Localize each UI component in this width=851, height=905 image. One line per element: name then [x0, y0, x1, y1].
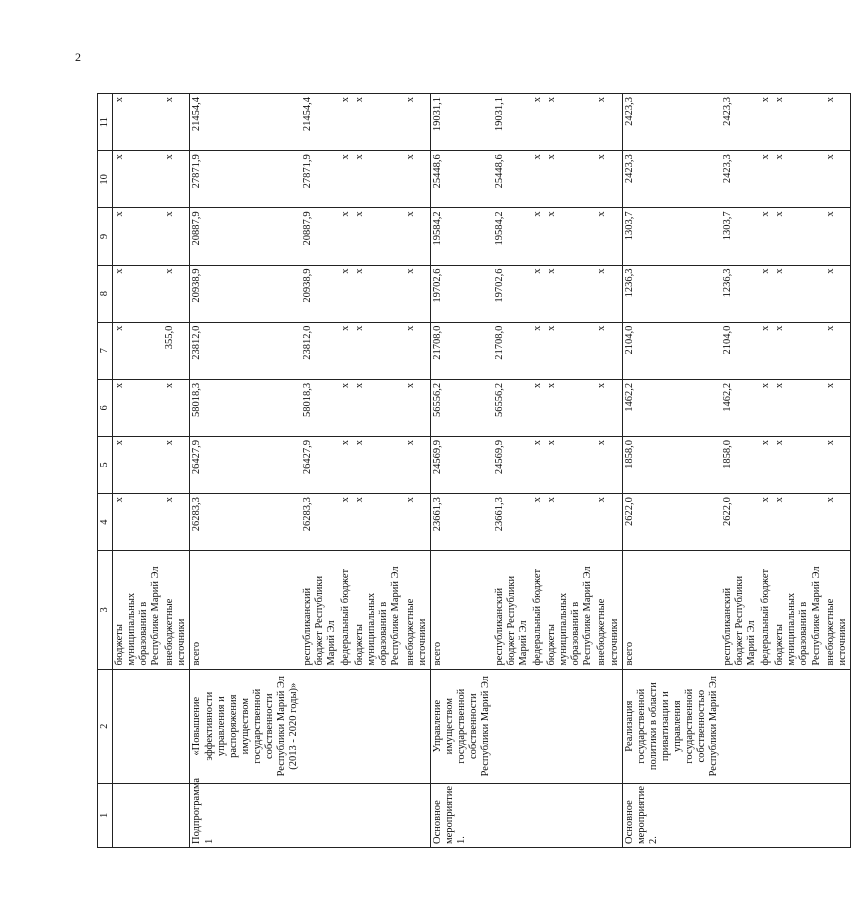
amount-cell: х: [339, 265, 353, 322]
funding-source-cell: республиканский бюджет Республики Марий Эл: [721, 551, 759, 669]
table-row: [595, 94, 622, 848]
column-number-3: 3: [98, 551, 113, 669]
amount-cell: х: [773, 322, 823, 379]
column-number-7: 7: [98, 322, 113, 379]
amount-cell: х: [113, 436, 164, 493]
amount-cell: х: [595, 265, 622, 322]
table-row: [113, 94, 164, 848]
amount-cell: х: [339, 379, 353, 436]
amount-cell: х: [545, 265, 595, 322]
funding-source-cell: бюджеты муниципальных образований в Республике Марий Эл: [113, 551, 164, 669]
amount-cell: х: [404, 379, 431, 436]
amount-cell: х: [759, 94, 773, 151]
budget-table-sheet: [97, 93, 848, 848]
amount-cell: х: [353, 151, 403, 208]
funding-source-cell: всего: [430, 551, 493, 669]
funding-source-cell: внебюджетные источники: [404, 551, 431, 669]
program-title-cell: «Повышение эффективности управления и распоряжения имуществом государственной собственности Республики Марий Эл (2013 - 2020 годы)»: [190, 669, 301, 783]
amount-cell: х: [353, 436, 403, 493]
column-number-10: 10: [98, 151, 113, 208]
funding-source-cell: федеральный бюджет: [339, 551, 353, 669]
amount-cell: х: [531, 436, 545, 493]
amount-cell: 2622,0: [721, 494, 759, 551]
amount-cell: 19031,1: [430, 94, 493, 151]
amount-cell: х: [163, 436, 190, 493]
amount-cell: 2423,3: [721, 151, 759, 208]
amount-cell: 26283,3: [190, 494, 301, 551]
program-element-cell: [721, 783, 759, 847]
program-element-cell: [339, 783, 353, 847]
amount-cell: х: [353, 379, 403, 436]
program-title-cell: [353, 669, 403, 783]
amount-cell: х: [773, 94, 823, 151]
program-title-cell: [493, 669, 531, 783]
amount-cell: х: [113, 151, 164, 208]
table-row: [824, 94, 851, 848]
amount-cell: 23812,0: [301, 322, 339, 379]
amount-cell: 27871,9: [301, 151, 339, 208]
amount-cell: 25448,6: [493, 151, 531, 208]
program-element-cell: Основное мероприятие 1.: [430, 783, 493, 847]
amount-cell: х: [545, 151, 595, 208]
table-row: [721, 94, 759, 848]
amount-cell: 19702,6: [493, 265, 531, 322]
amount-cell: х: [595, 94, 622, 151]
amount-cell: х: [759, 436, 773, 493]
amount-cell: х: [545, 379, 595, 436]
amount-cell: х: [531, 265, 545, 322]
amount-cell: х: [545, 322, 595, 379]
amount-cell: 2622,0: [622, 494, 721, 551]
amount-cell: х: [773, 208, 823, 265]
funding-source-cell: федеральный бюджет: [531, 551, 545, 669]
amount-cell: х: [353, 265, 403, 322]
amount-cell: х: [531, 494, 545, 551]
amount-cell: 23812,0: [190, 322, 301, 379]
amount-cell: х: [339, 208, 353, 265]
column-number-row: [98, 94, 113, 848]
amount-cell: х: [759, 379, 773, 436]
amount-cell: х: [824, 265, 851, 322]
amount-cell: х: [773, 436, 823, 493]
program-title-cell: [824, 669, 851, 783]
table-row: [163, 94, 190, 848]
amount-cell: 19031,1: [493, 94, 531, 151]
amount-cell: 24569,9: [430, 436, 493, 493]
funding-source-cell: внебюджетные источники: [824, 551, 851, 669]
amount-cell: х: [404, 208, 431, 265]
amount-cell: 1858,0: [622, 436, 721, 493]
amount-cell: 25448,6: [430, 151, 493, 208]
funding-source-cell: всего: [190, 551, 301, 669]
amount-cell: 20887,9: [301, 208, 339, 265]
amount-cell: 19584,2: [430, 208, 493, 265]
funding-source-cell: внебюджетные источники: [595, 551, 622, 669]
amount-cell: 21708,0: [430, 322, 493, 379]
amount-cell: 26427,9: [301, 436, 339, 493]
amount-cell: 56556,2: [493, 379, 531, 436]
amount-cell: 20887,9: [190, 208, 301, 265]
amount-cell: х: [353, 208, 403, 265]
amount-cell: х: [824, 94, 851, 151]
funding-source-cell: внебюджетные источники: [163, 551, 190, 669]
amount-cell: х: [339, 94, 353, 151]
amount-cell: х: [339, 322, 353, 379]
amount-cell: х: [545, 94, 595, 151]
amount-cell: х: [404, 322, 431, 379]
amount-cell: 27871,9: [190, 151, 301, 208]
program-element-cell: Подпрограмма 1: [190, 783, 301, 847]
amount-cell: 56556,2: [430, 379, 493, 436]
amount-cell: 2423,3: [622, 151, 721, 208]
funding-source-cell: бюджеты муниципальных образований в Республике Марий Эл: [773, 551, 823, 669]
amount-cell: х: [404, 494, 431, 551]
amount-cell: 23661,3: [493, 494, 531, 551]
amount-cell: х: [773, 494, 823, 551]
table-row: [773, 94, 823, 848]
program-element-cell: [773, 783, 823, 847]
amount-cell: х: [531, 379, 545, 436]
amount-cell: 23661,3: [430, 494, 493, 551]
amount-cell: 19584,2: [493, 208, 531, 265]
amount-cell: х: [113, 379, 164, 436]
amount-cell: х: [404, 436, 431, 493]
amount-cell: х: [353, 322, 403, 379]
funding-source-cell: бюджеты муниципальных образований в Республике Марий Эл: [545, 551, 595, 669]
page-number: 2: [75, 50, 81, 64]
amount-cell: х: [759, 494, 773, 551]
program-element-cell: [759, 783, 773, 847]
program-title-cell: [545, 669, 595, 783]
program-element-cell: [824, 783, 851, 847]
table-row: [339, 94, 353, 848]
amount-cell: 1236,3: [622, 265, 721, 322]
table-row: [531, 94, 545, 848]
program-title-cell: [721, 669, 759, 783]
amount-cell: х: [113, 94, 164, 151]
amount-cell: 20938,9: [190, 265, 301, 322]
amount-cell: 24569,9: [493, 436, 531, 493]
amount-cell: х: [531, 151, 545, 208]
program-title-cell: [773, 669, 823, 783]
amount-cell: х: [595, 494, 622, 551]
amount-cell: х: [595, 208, 622, 265]
program-element-cell: Основное мероприятие 2.: [622, 783, 721, 847]
funding-source-cell: федеральный бюджет: [759, 551, 773, 669]
amount-cell: х: [773, 151, 823, 208]
program-element-cell: [493, 783, 531, 847]
column-number-1: 1: [98, 783, 113, 847]
amount-cell: х: [404, 151, 431, 208]
amount-cell: х: [595, 379, 622, 436]
program-element-cell: [353, 783, 403, 847]
funding-source-cell: республиканский бюджет Республики Марий Эл: [493, 551, 531, 669]
amount-cell: х: [163, 208, 190, 265]
amount-cell: х: [113, 265, 164, 322]
amount-cell: х: [531, 94, 545, 151]
program-title-cell: [404, 669, 431, 783]
column-number-11: 11: [98, 94, 113, 151]
amount-cell: х: [353, 94, 403, 151]
amount-cell: х: [545, 494, 595, 551]
amount-cell: х: [824, 208, 851, 265]
amount-cell: 20938,9: [301, 265, 339, 322]
amount-cell: х: [824, 151, 851, 208]
program-title-cell: Реализация государственной политики в области приватизации и управления государственной собственностью Республики Марий Эл: [622, 669, 721, 783]
amount-cell: х: [339, 494, 353, 551]
amount-cell: х: [531, 322, 545, 379]
amount-cell: х: [113, 322, 164, 379]
program-element-cell: [531, 783, 545, 847]
amount-cell: х: [773, 379, 823, 436]
column-number-2: 2: [98, 669, 113, 783]
amount-cell: 1462,2: [622, 379, 721, 436]
amount-cell: 58018,3: [301, 379, 339, 436]
amount-cell: х: [163, 494, 190, 551]
program-element-cell: [545, 783, 595, 847]
program-title-cell: [759, 669, 773, 783]
amount-cell: 2104,0: [721, 322, 759, 379]
amount-cell: х: [404, 94, 431, 151]
program-title-cell: [163, 669, 190, 783]
budget-table: [97, 93, 851, 848]
program-title-cell: [301, 669, 339, 783]
table-row: [353, 94, 403, 848]
amount-cell: 2423,3: [622, 94, 721, 151]
amount-cell: х: [759, 151, 773, 208]
funding-source-cell: бюджеты муниципальных образований в Республике Марий Эл: [353, 551, 403, 669]
amount-cell: х: [113, 208, 164, 265]
amount-cell: 21708,0: [493, 322, 531, 379]
amount-cell: х: [531, 208, 545, 265]
amount-cell: х: [595, 436, 622, 493]
column-number-8: 8: [98, 265, 113, 322]
amount-cell: х: [595, 322, 622, 379]
column-number-5: 5: [98, 436, 113, 493]
program-title-cell: [595, 669, 622, 783]
amount-cell: 1858,0: [721, 436, 759, 493]
program-title-cell: [531, 669, 545, 783]
table-row: [545, 94, 595, 848]
amount-cell: 2104,0: [622, 322, 721, 379]
table-row: [622, 94, 721, 848]
program-element-cell: [301, 783, 339, 847]
program-element-cell: [163, 783, 190, 847]
amount-cell: х: [163, 94, 190, 151]
amount-cell: 1303,7: [721, 208, 759, 265]
program-title-cell: [113, 669, 164, 783]
amount-cell: х: [353, 494, 403, 551]
amount-cell: х: [339, 151, 353, 208]
amount-cell: х: [759, 265, 773, 322]
program-element-cell: [404, 783, 431, 847]
table-row: [301, 94, 339, 848]
table-row: [759, 94, 773, 848]
program-element-cell: [595, 783, 622, 847]
funding-source-cell: республиканский бюджет Республики Марий Эл: [301, 551, 339, 669]
amount-cell: 1462,2: [721, 379, 759, 436]
column-number-9: 9: [98, 208, 113, 265]
amount-cell: х: [595, 151, 622, 208]
amount-cell: х: [163, 265, 190, 322]
amount-cell: 2423,3: [721, 94, 759, 151]
amount-cell: 26283,3: [301, 494, 339, 551]
table-body: [113, 94, 851, 848]
amount-cell: х: [824, 379, 851, 436]
amount-cell: х: [339, 436, 353, 493]
amount-cell: х: [404, 265, 431, 322]
program-title-cell: [339, 669, 353, 783]
table-row: [493, 94, 531, 848]
table-row: [430, 94, 493, 848]
amount-cell: 26427,9: [190, 436, 301, 493]
amount-cell: 1303,7: [622, 208, 721, 265]
amount-cell: 355,0: [163, 322, 190, 379]
amount-cell: х: [163, 379, 190, 436]
program-title-cell: Управление имуществом государственной собственности Республики Марий Эл: [430, 669, 493, 783]
amount-cell: х: [824, 494, 851, 551]
amount-cell: х: [773, 265, 823, 322]
amount-cell: 58018,3: [190, 379, 301, 436]
amount-cell: х: [759, 208, 773, 265]
amount-cell: х: [545, 436, 595, 493]
amount-cell: 21454,4: [301, 94, 339, 151]
amount-cell: 19702,6: [430, 265, 493, 322]
column-number-6: 6: [98, 379, 113, 436]
amount-cell: 21454,4: [190, 94, 301, 151]
column-number-4: 4: [98, 494, 113, 551]
amount-cell: х: [113, 494, 164, 551]
table-row: [190, 94, 301, 848]
amount-cell: х: [824, 322, 851, 379]
program-element-cell: [113, 783, 164, 847]
amount-cell: х: [545, 208, 595, 265]
funding-source-cell: всего: [622, 551, 721, 669]
amount-cell: х: [824, 436, 851, 493]
table-row: [404, 94, 431, 848]
amount-cell: х: [163, 151, 190, 208]
amount-cell: х: [759, 322, 773, 379]
amount-cell: 1236,3: [721, 265, 759, 322]
